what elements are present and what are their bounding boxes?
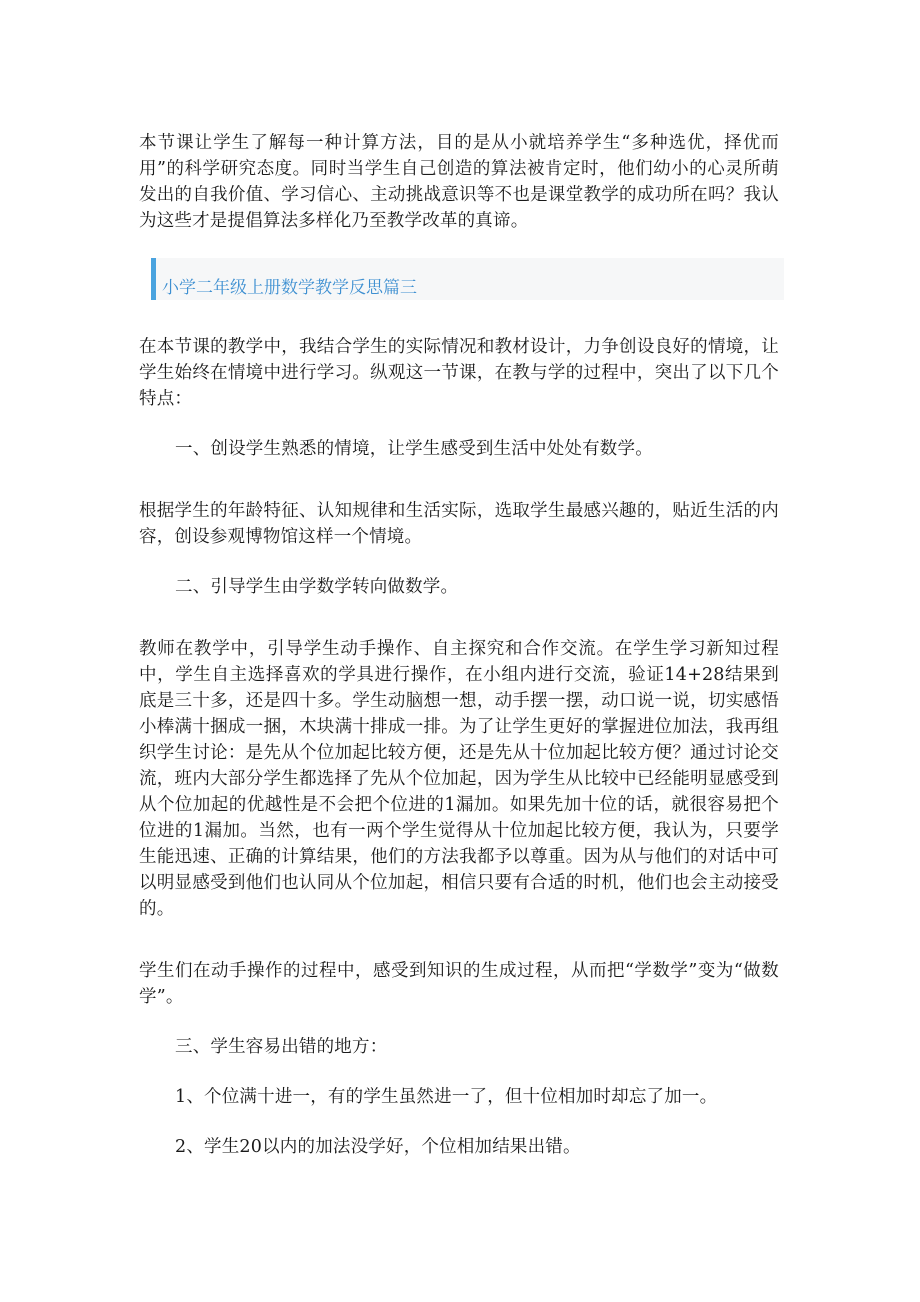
paragraph-intro-features: 在本节课的教学中，我结合学生的实际情况和教材设计，力争创设良好的情境，让学生始终在情境中进行学习。纵观这一节课，在教与学的过程中，突出了以下几个特点： xyxy=(139,337,779,409)
point-three: 三、学生容易出错的地方： xyxy=(175,1037,388,1057)
intro-paragraph: 本节课让学生了解每一种计算方法，目的是从小就培养学生“多种选优，择优而用”的科学研究态度。同时当学生自己创造的算法被肯定时，他们幼小的心灵所萌发出的自我价值、学习信心、主动挑战意识等不也是课堂教学的成功所在吗？我认为这些才是提倡算法多样化乃至教学改革的真谛。 xyxy=(139,133,779,231)
document-page xyxy=(139,130,779,1184)
error-item-two: 2、学生20以内的加法没学好，个位相加结果出错。 xyxy=(175,1137,581,1157)
point-one: 一、创设学生熟悉的情境，让学生感受到生活中处处有数学。 xyxy=(175,439,653,459)
paragraph-teaching-process: 教师在教学中，引导学生动手操作、自主探究和合作交流。在学生学习新知过程中，学生自主选择喜欢的学具进行操作，在小组内进行交流，验证14+28结果到底是三十多，还是四十多。学生动脑想一想，动手摆一摆，动口说一说，切实感悟小棒满十捆成一捆，木块满十排成一排。为了让学生更好的掌握进位加法，我再组织学生讨论：是先从个位加起比较方便，还是先从十位加起比较方便？通过讨论交流，班内大部分学生都选择了先从个位加起，因为学生从比较中已经能明显感受到从个位加起的优越性是不会把个位进的1漏加。如果先加十位的话，就很容易把个位进的1漏加。当然，也有一两个学生觉得从十位加起比较方便，我认为，只要学生能迅速、正确的计算结果，他们的方法我都予以尊重。因为从与他们的对话中可以明显感受到他们也认同从个位加起，相信只要有合适的时机，他们也会主动接受的。 xyxy=(139,639,779,919)
section-heading xyxy=(151,258,784,300)
section-heading-text: 小学二年级上册数学教学反思篇三 xyxy=(162,278,417,298)
error-item-one: 1、个位满十进一，有的学生虽然进一了，但十位相加时却忘了加一。 xyxy=(175,1087,718,1107)
paragraph-context: 根据学生的年龄特征、认知规律和生活实际，选取学生最感兴趣的，贴近生活的内容，创设参观博物馆这样一个情境。 xyxy=(139,501,779,547)
point-two: 二、引导学生由学数学转向做数学。 xyxy=(175,577,459,597)
paragraph-learning-by-doing: 学生们在动手操作的过程中，感受到知识的生成过程，从而把“学数学”变为“做数学”。 xyxy=(139,961,779,1007)
